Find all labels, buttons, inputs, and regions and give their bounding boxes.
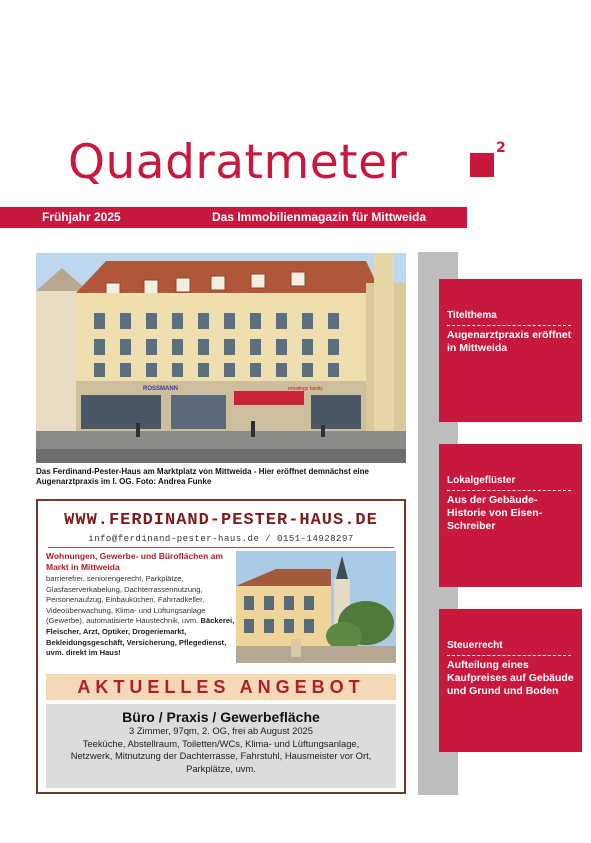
masthead <box>68 128 407 198</box>
shop-sign-rossmann: ROSSMANN <box>143 386 179 392</box>
teaser-dashed-rule <box>447 655 571 656</box>
advertisement <box>36 499 406 794</box>
offer-title: Büro / Praxis / Gewerbefläche <box>122 709 320 725</box>
ad-features-text: barrierefrei, seniorengerecht, Parkplätze, Glasfaserverkabelung, Dachterrassennutzung, Personenaufzug, Einbauküchen, Fahrradkeller, Videoüberwachung, Klima- und Lüftungsanlage (Gewerbe), automatisierte Haustechnik, uvm. <box>46 574 206 626</box>
shop-sign-ernstings: ernstings family <box>288 386 323 392</box>
teaser-titelthema[interactable] <box>439 279 582 422</box>
ad-divider <box>48 547 394 548</box>
teaser-dashed-rule <box>447 325 571 326</box>
ad-heading: Wohnungen, Gewerbe- und Büroflächen am Markt in Mittweida <box>46 551 223 572</box>
ad-contact-line: info@ferdinand-pester-haus.de / 0151-14928297 <box>88 534 354 544</box>
offer-line: Teeküche, Abstellraum, Toiletten/WCs, Klima- und Lüftungsanlage, <box>82 737 360 749</box>
ad-body <box>46 574 236 659</box>
teaser-label: Titelthema <box>447 310 497 321</box>
teaser-text: Aus der Gebäude-Historie von Eisen-Schreiber <box>447 494 543 532</box>
ad-building-photo <box>236 551 396 663</box>
teaser-lokalgefluester[interactable] <box>439 444 582 587</box>
issue-season: Frühjahr 2025 <box>42 210 121 224</box>
teaser-text: Aufteilung eines Kaufpreises auf Gebäude und Grund und Boden <box>447 659 574 697</box>
offer-line: 3 Zimmer, 97qm, 2. OG, frei ab August 2025 <box>129 725 313 736</box>
magazine-subtitle: Das Immobilienmagazin für Mittweida <box>212 210 427 224</box>
offer-line: Netzwerk, Mitnutzung der Dachterrasse, Fahrstuhl, Hausmeister vor Ort, <box>70 750 372 761</box>
teaser-label: Lokalgeflüster <box>447 475 516 486</box>
logo-superscript: 2 <box>496 140 506 156</box>
offer-line: Parkplätze, uvm. <box>186 762 256 774</box>
building-photo-illustration <box>36 253 406 463</box>
teaser-steuerrecht[interactable] <box>439 609 582 752</box>
header-band <box>0 207 467 228</box>
teaser-dashed-rule <box>447 490 571 491</box>
logo-square-icon <box>470 153 494 177</box>
photo-caption: Das Ferdinand-Pester-Haus am Marktplatz von Mittweida - Hier eröffnet demnächst eine Augenarztpraxis im I. OG. Foto: Andrea Funke <box>36 467 369 486</box>
offer-box <box>46 704 396 788</box>
ad-photo-illustration <box>236 551 396 663</box>
ad-tenants-text: Bäckerei, Fleischer, Arzt, Optiker, Drogeriemarkt, Bekleidungsgeschäft, Versicherung, Pflegedienst, uvm. direkt im Haus! <box>46 616 235 658</box>
offer-banner: AKTUELLES ANGEBOT <box>46 674 396 700</box>
magazine-title: Quadratmeter <box>68 135 408 190</box>
teaser-label: Steuerrecht <box>447 640 503 651</box>
teaser-text: Augenarztpraxis eröffnet in Mittweida <box>447 329 572 354</box>
cover-photo <box>36 253 406 463</box>
ad-website-url[interactable]: WWW.FERDINAND-PESTER-HAUS.DE <box>64 511 378 530</box>
